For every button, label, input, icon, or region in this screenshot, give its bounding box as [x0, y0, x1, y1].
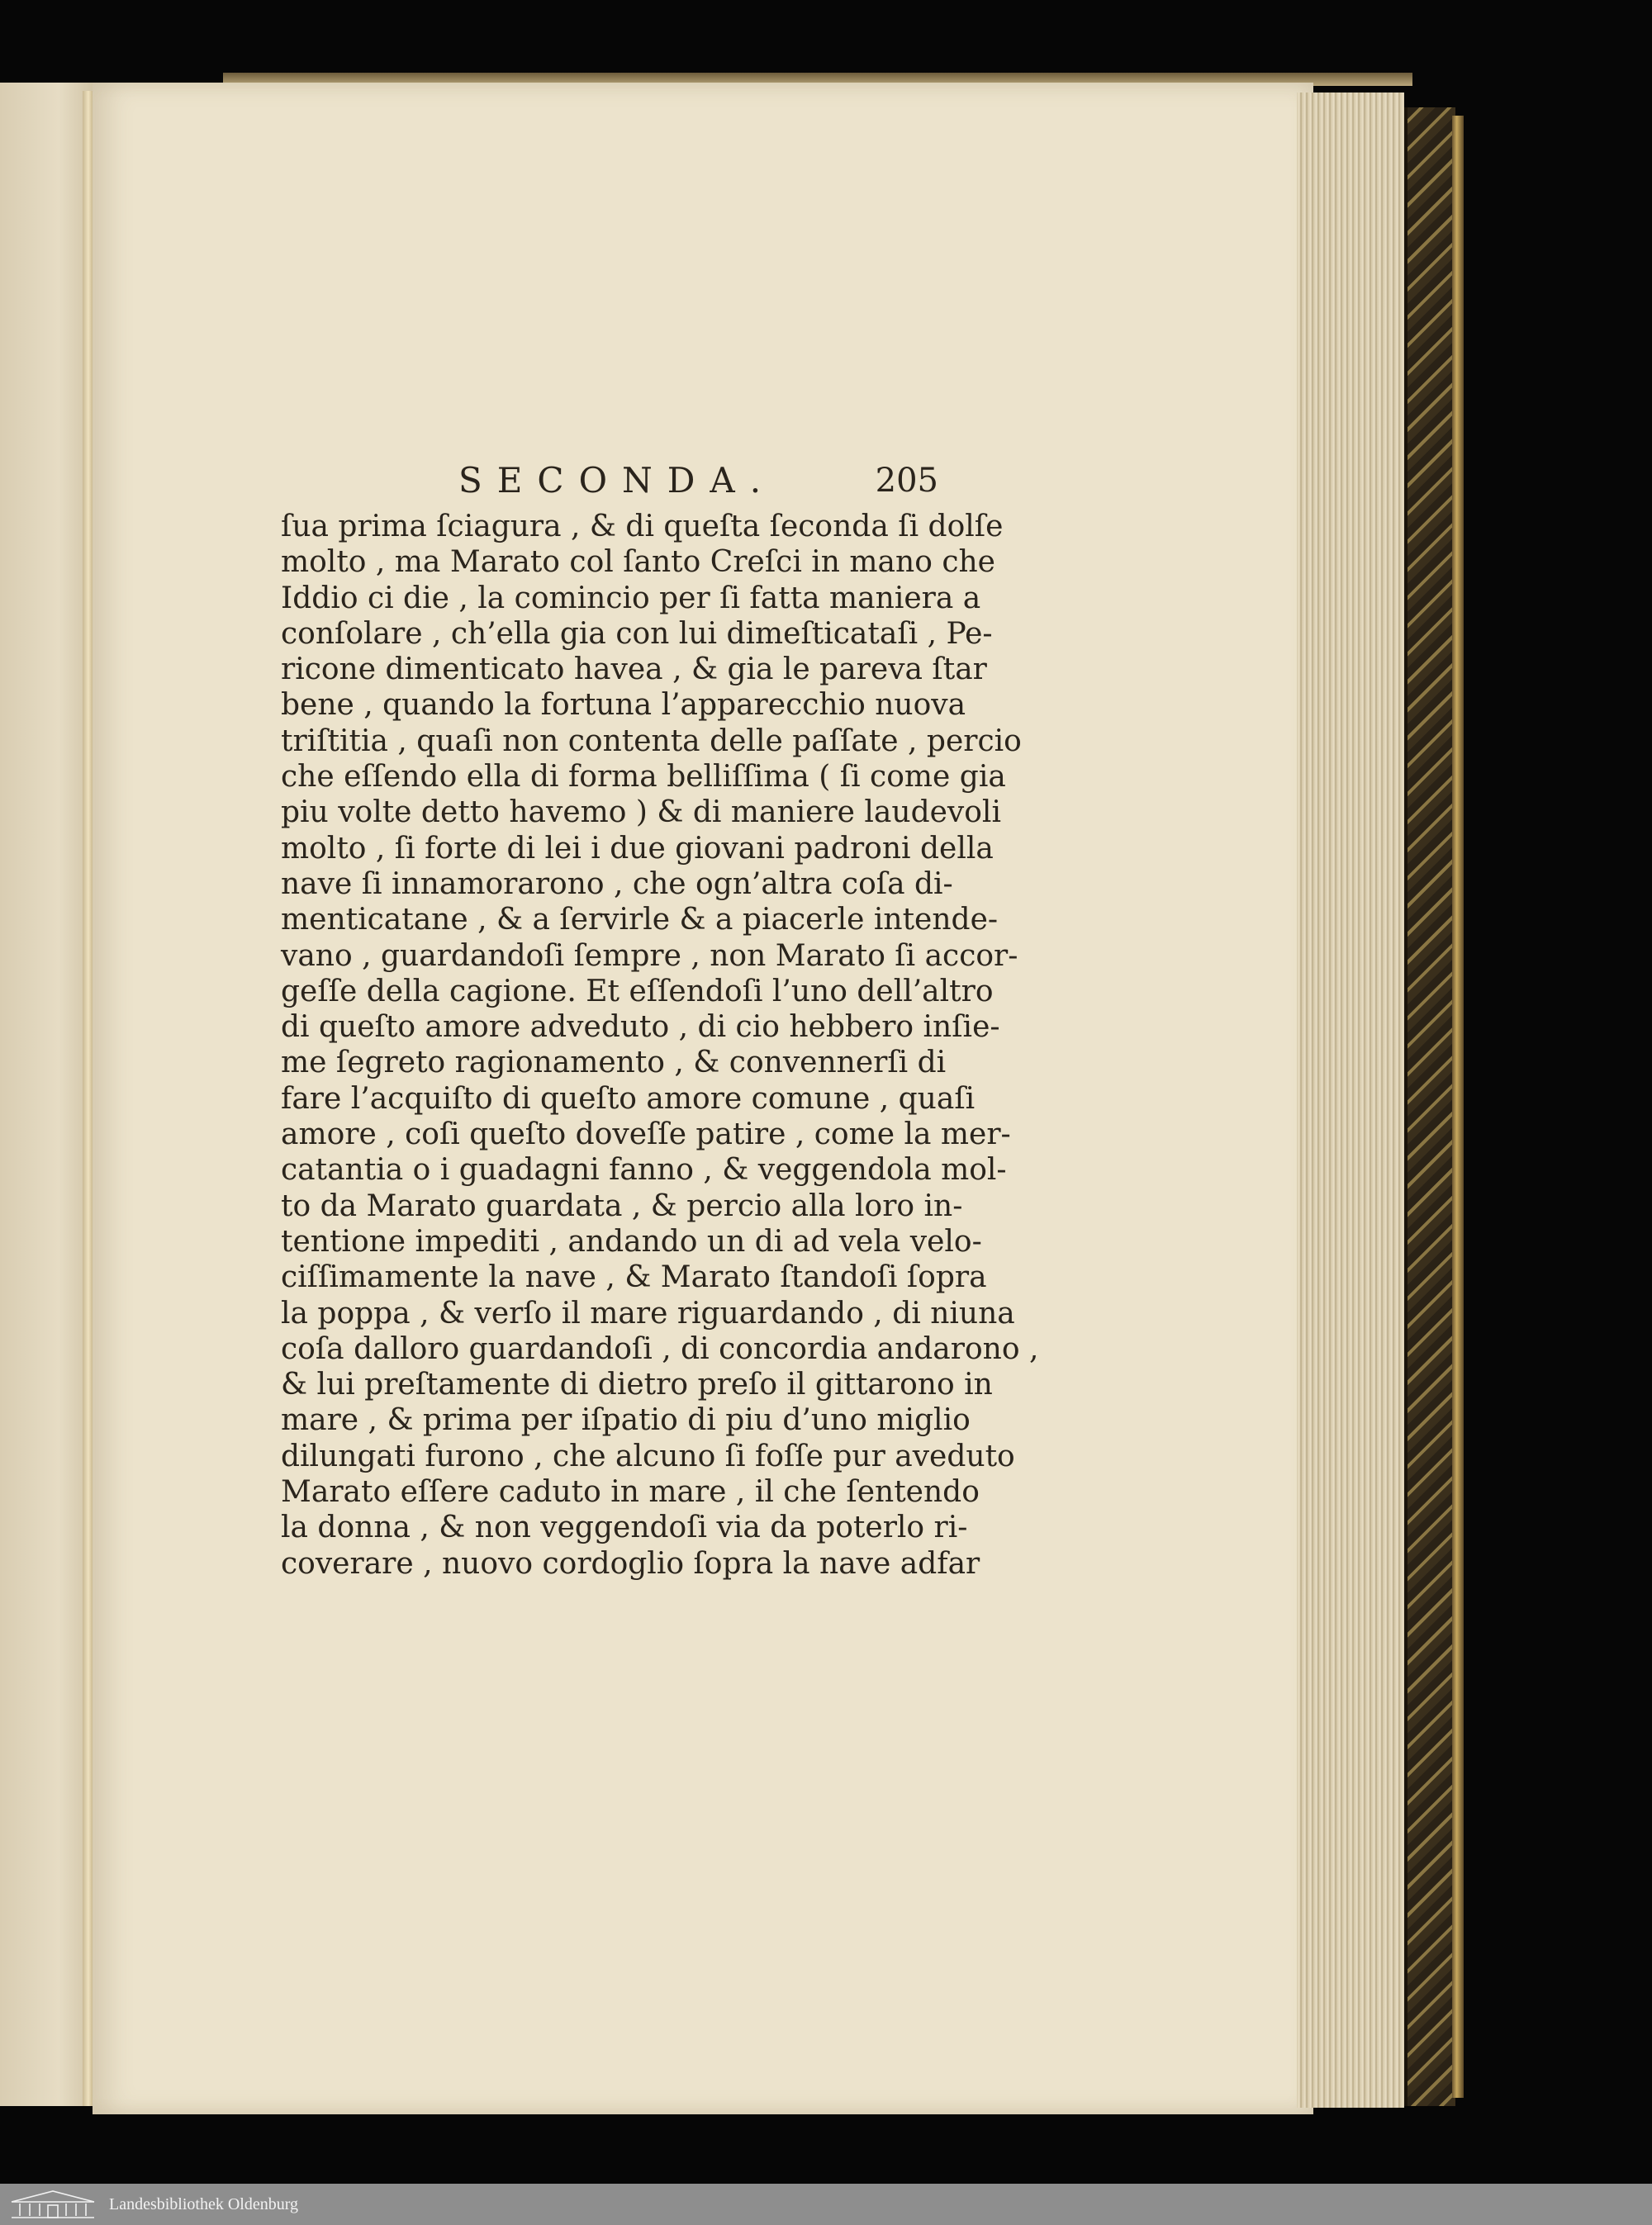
- running-title: SECONDA.: [458, 460, 776, 501]
- text-line: & lui preſtamente di dietro preſo il gittarono in: [281, 1368, 993, 1402]
- text-line: mare , & prima per iſpatio di piu d’uno miglio: [281, 1403, 971, 1438]
- text-line: vano , guardandoſi ſempre , non Marato ſi accor-: [281, 938, 1018, 973]
- text-line: conſolare , ch’ella gia con lui dimeſticataſi , Pe-: [281, 616, 993, 651]
- text-line: bene , quando la fortuna l’apparecchio nuova: [281, 688, 966, 723]
- binding-edge: [1452, 116, 1464, 2098]
- text-block: [281, 453, 1039, 1582]
- text-line: ricone dimenticato havea , & gia le pareva ſtar: [281, 652, 987, 687]
- page-number: 205: [875, 462, 938, 500]
- text-line: tentione impediti , andando un di ad vela velo-: [281, 1224, 982, 1259]
- text-line: me ſegreto ragionamento , & convennerſi di: [281, 1046, 947, 1080]
- text-line: la poppa , & verſo il mare riguardando , di niuna: [281, 1296, 1015, 1331]
- library-name: Landesbibliothek Oldenburg: [109, 2195, 299, 2213]
- library-building-icon: [8, 2189, 97, 2220]
- text-line: di queſto amore adveduto , di cio hebbero inſie-: [281, 1010, 1000, 1045]
- text-line: la donna , & non veggendoſi via da poterlo ri-: [281, 1511, 968, 1545]
- text-line: coverare , nuovo cordoglio ſopra la nave adfar: [281, 1546, 980, 1581]
- decorated-binding: [1404, 107, 1455, 2106]
- text-line: piu volte detto havemo ) & di maniere laudevoli: [281, 795, 1001, 830]
- page-header: [281, 453, 938, 509]
- text-line: triſtitia , quaſi non contenta delle paſſate , percio: [281, 723, 1022, 758]
- text-line: amore , coſi queſto doveſſe patire , come la mer-: [281, 1117, 1011, 1152]
- body-text: [281, 509, 1039, 1582]
- text-line: che eſſendo ella di forma belliſſima ( ſi come gia: [281, 760, 1006, 795]
- text-line: molto , ma Marato col ſanto Creſci in mano che: [281, 545, 995, 580]
- text-line: Iddio ci die , la comincio per ſi fatta maniera a: [281, 581, 981, 615]
- text-line: menticatane , & a ſervirle & a piacerle intende-: [281, 903, 999, 937]
- text-line: catantia o i guadagni fanno , & veggendola mol-: [281, 1153, 1007, 1188]
- text-line: dilungati furono , che alcuno ſi foſſe pur aveduto: [281, 1439, 1015, 1473]
- text-line: to da Marato guardata , & percio alla loro in-: [281, 1188, 963, 1223]
- page-stack-edge: [1297, 93, 1404, 2108]
- text-line: coſa dalloro guardandoſi , di concordia andarono ,: [281, 1331, 1039, 1366]
- text-line: nave ſi innamorarono , che ogn’altra coſa di-: [281, 866, 953, 901]
- text-line: Marato eſſere caduto in mare , il che ſentendo: [281, 1475, 980, 1510]
- text-line: fare l’acquiſto di queſto amore comune , quaſi: [281, 1081, 976, 1116]
- text-line: molto , ſi forte di lei i due giovani padroni della: [281, 831, 994, 866]
- text-line: ciſſimamente la nave , & Marato ſtandoſi ſopra: [281, 1260, 987, 1295]
- footer-bar: [0, 2184, 1652, 2225]
- text-line: ſua prima ſciagura , & di queſta ſeconda ſi dolſe: [281, 510, 1004, 543]
- text-line: geſſe della cagione. Et eſſendoſi l’uno dell’altro: [281, 974, 994, 1008]
